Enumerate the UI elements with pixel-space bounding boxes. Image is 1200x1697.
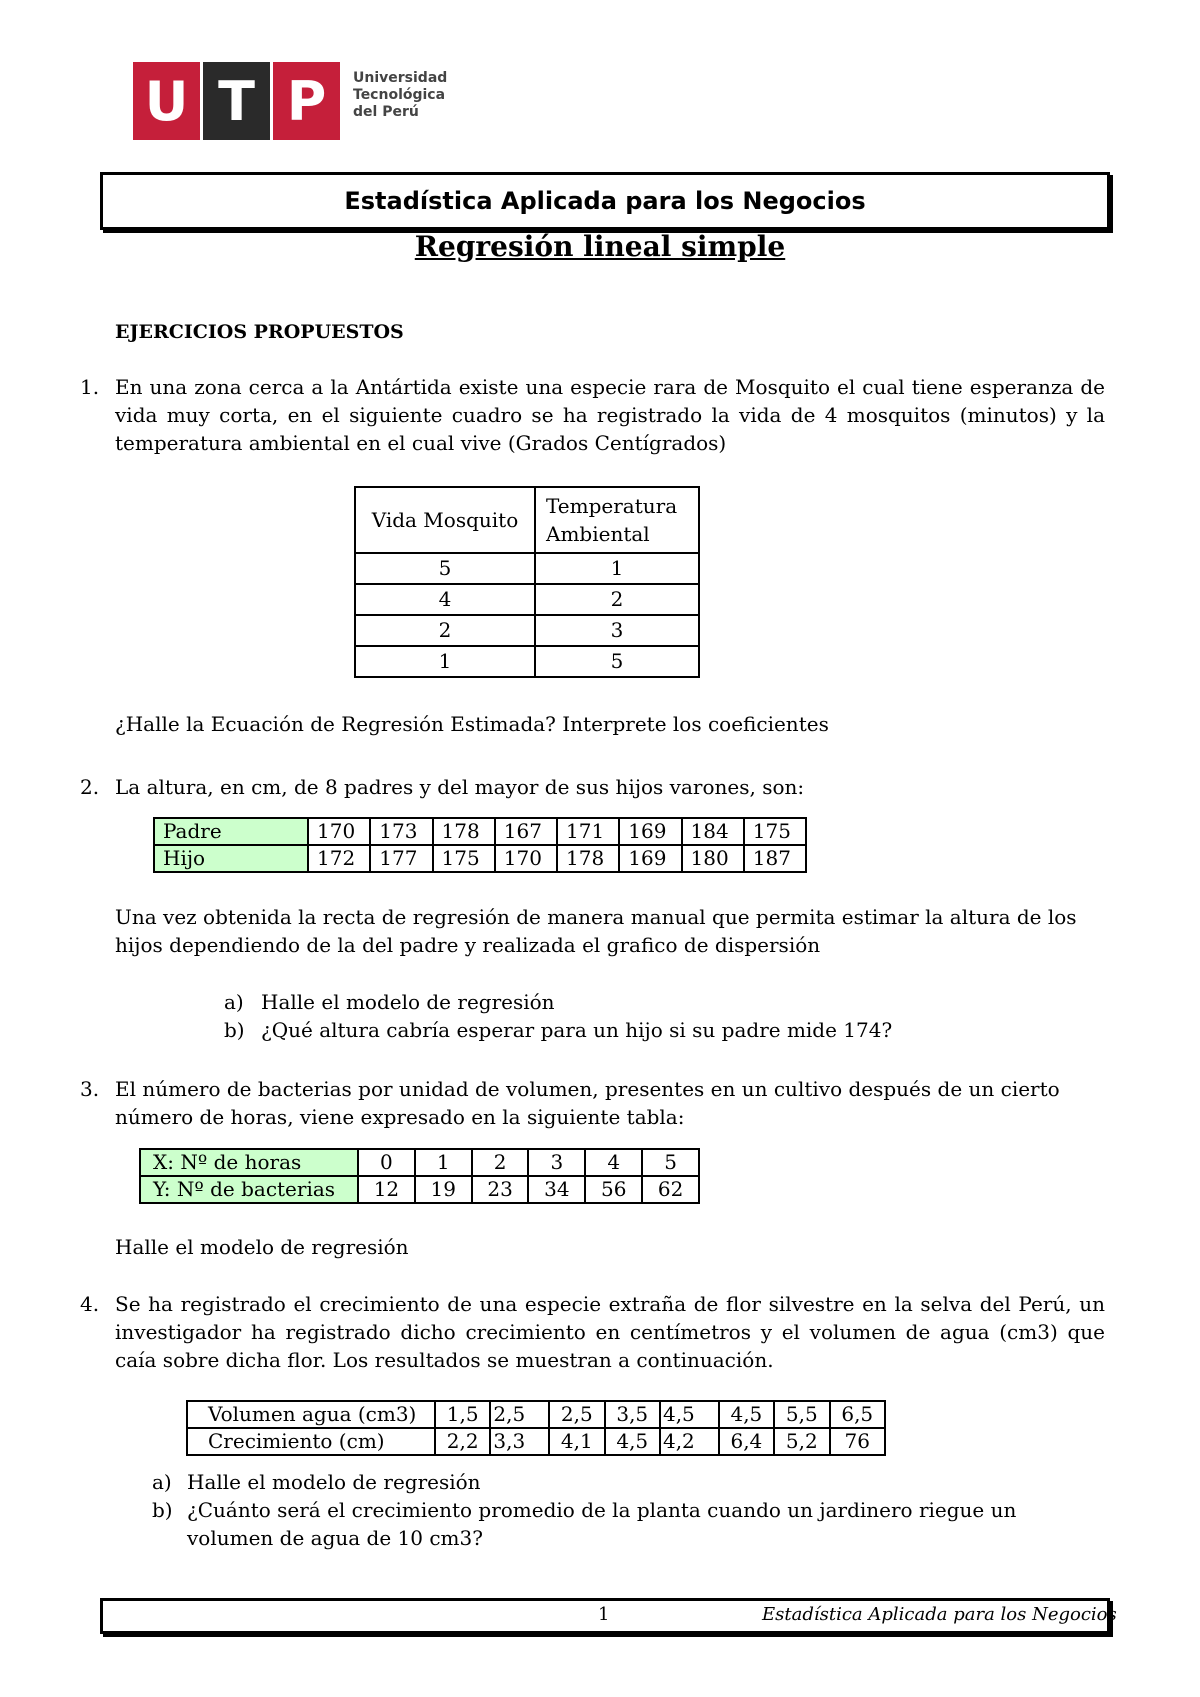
table-cell: 34 (528, 1176, 585, 1203)
item-text: Halle el modelo de regresión (261, 990, 555, 1014)
table-cell: 184 (682, 818, 744, 845)
logo-line: Tecnológica (353, 87, 446, 103)
table-cell: 180 (682, 845, 744, 872)
page-title: Regresión lineal simple (414, 230, 786, 263)
table-cell: 4,5 (605, 1428, 660, 1455)
table-cell: 19 (415, 1176, 472, 1203)
table-cell: 2,5 (549, 1401, 604, 1428)
utp-logo (133, 62, 447, 140)
table-cell: 56 (585, 1176, 642, 1203)
table-cell: 12 (358, 1176, 415, 1203)
table-cell: 2 (355, 615, 535, 646)
exercise-3-text: El número de bacterias por unidad de volumen, presentes en un cultivo después de un cierto número de horas, viene expresado en la siguiente tabla: (115, 1077, 1060, 1129)
row-label: Hijo (154, 845, 308, 872)
table-cell: 3 (528, 1149, 585, 1176)
table-cell: 2,5 (490, 1401, 549, 1428)
table-cell: 1 (415, 1149, 472, 1176)
item-label: a) (152, 1470, 172, 1494)
exercise-1-question: ¿Halle la Ecuación de Regresión Estimada? Interprete los coeficientes (115, 712, 829, 736)
item-label: b) (152, 1498, 173, 1522)
table-cell: 1,5 (435, 1401, 490, 1428)
table-cell: 1 (355, 646, 535, 677)
table-cell: 167 (495, 818, 557, 845)
course-title: Estadística Aplicada para los Negocios (344, 187, 866, 215)
table-cell: 5,2 (774, 1428, 829, 1455)
table-cell: 4 (585, 1149, 642, 1176)
item-label: b) (224, 1018, 245, 1042)
table-cell: 170 (308, 818, 370, 845)
table-cell: 171 (557, 818, 619, 845)
table-cell: 187 (744, 845, 806, 872)
table-cell: 23 (472, 1176, 529, 1203)
exercise-number: 3. (80, 1077, 100, 1101)
table-cell: 4,5 (660, 1401, 719, 1428)
table-cell: 3,5 (605, 1401, 660, 1428)
logo-line: del Perú (353, 104, 419, 120)
table-cell: 0 (358, 1149, 415, 1176)
mosquito-table (354, 486, 700, 678)
table-cell: 6,5 (830, 1401, 885, 1428)
table-cell: 4,1 (549, 1428, 604, 1455)
row-label: Crecimiento (cm) (187, 1428, 435, 1455)
table-cell: 175 (744, 818, 806, 845)
exercise-1-text: En una zona cerca a la Antártida existe una especie rara de Mosquito el cual tiene esperanza de vida muy corta, en el siguiente cuadro se ha registrado la vida de 4 mosquitos (minutos) y la temperatura ambiental en el cual vive (Grados Centígrados) (115, 375, 1105, 455)
page-number: 1 (598, 1604, 610, 1625)
item-label: a) (224, 990, 244, 1014)
table-cell: 173 (370, 818, 432, 845)
table-cell: 169 (619, 845, 681, 872)
table-header: Vida Mosquito (355, 487, 535, 553)
exercise-number: 2. (80, 775, 100, 799)
table-cell: 5 (535, 646, 699, 677)
row-label: Volumen agua (cm3) (187, 1401, 435, 1428)
table-cell: 4,2 (660, 1428, 719, 1455)
table-cell: 3 (535, 615, 699, 646)
table-cell: 5 (642, 1149, 699, 1176)
table-cell: 4,5 (719, 1401, 774, 1428)
logo-letter-t: T (203, 62, 270, 140)
exercise-number: 1. (80, 375, 100, 399)
logo-letter-p: P (273, 62, 340, 140)
item-text: Halle el modelo de regresión (187, 1470, 481, 1494)
table-cell: 4 (355, 584, 535, 615)
row-label: X: Nº de horas (140, 1149, 358, 1176)
table-cell: 177 (370, 845, 432, 872)
table-cell: 6,4 (719, 1428, 774, 1455)
table-cell: 62 (642, 1176, 699, 1203)
exercise-4-text: Se ha registrado el crecimiento de una especie extraña de flor silvestre en la selva del Perú, un investigador ha registrado dicho crecimiento en centímetros y el volumen de agua (cm3) que caía sobre dicha flor. Los resultados se muestran a continuación. (115, 1292, 1105, 1372)
exercise-3-question: Halle el modelo de regresión (115, 1235, 409, 1259)
table-cell: 3,3 (490, 1428, 549, 1455)
item-text: ¿Qué altura cabría esperar para un hijo si su padre mide 174? (261, 1018, 893, 1042)
logo-university-name (353, 70, 447, 140)
table-cell: 178 (557, 845, 619, 872)
course-title-box (100, 172, 1110, 230)
table-cell: 172 (308, 845, 370, 872)
logo-line: Universidad (353, 70, 448, 86)
table-cell: 5 (355, 553, 535, 584)
row-label: Padre (154, 818, 308, 845)
exercise-2-note: Una vez obtenida la recta de regresión de manera manual que permita estimar la altura de los hijos dependiendo de la del padre y realizada el grafico de dispersión (115, 905, 1077, 957)
bacteria-table (139, 1148, 700, 1204)
table-cell: 178 (433, 818, 495, 845)
exercise-number: 4. (80, 1292, 100, 1316)
table-cell: 2 (535, 584, 699, 615)
footer-course: Estadística Aplicada para los Negocios (762, 1604, 1117, 1625)
exercise-2-text: La altura, en cm, de 8 padres y del mayor de sus hijos varones, son: (115, 775, 805, 799)
table-header: Temperatura Ambiental (535, 487, 699, 553)
row-label: Y: Nº de bacterias (140, 1176, 358, 1203)
table-cell: 170 (495, 845, 557, 872)
section-heading: EJERCICIOS PROPUESTOS (115, 321, 404, 343)
table-cell: 1 (535, 553, 699, 584)
table-cell: 175 (433, 845, 495, 872)
height-table (153, 817, 807, 873)
logo-letter-u: U (133, 62, 200, 140)
table-cell: 5,5 (774, 1401, 829, 1428)
table-cell: 2,2 (435, 1428, 490, 1455)
growth-table (186, 1400, 886, 1456)
table-cell: 2 (472, 1149, 529, 1176)
item-text: ¿Cuánto será el crecimiento promedio de la planta cuando un jardinero riegue un volumen de agua de 10 cm3? (187, 1498, 1017, 1550)
table-cell: 76 (830, 1428, 885, 1455)
table-cell: 169 (619, 818, 681, 845)
